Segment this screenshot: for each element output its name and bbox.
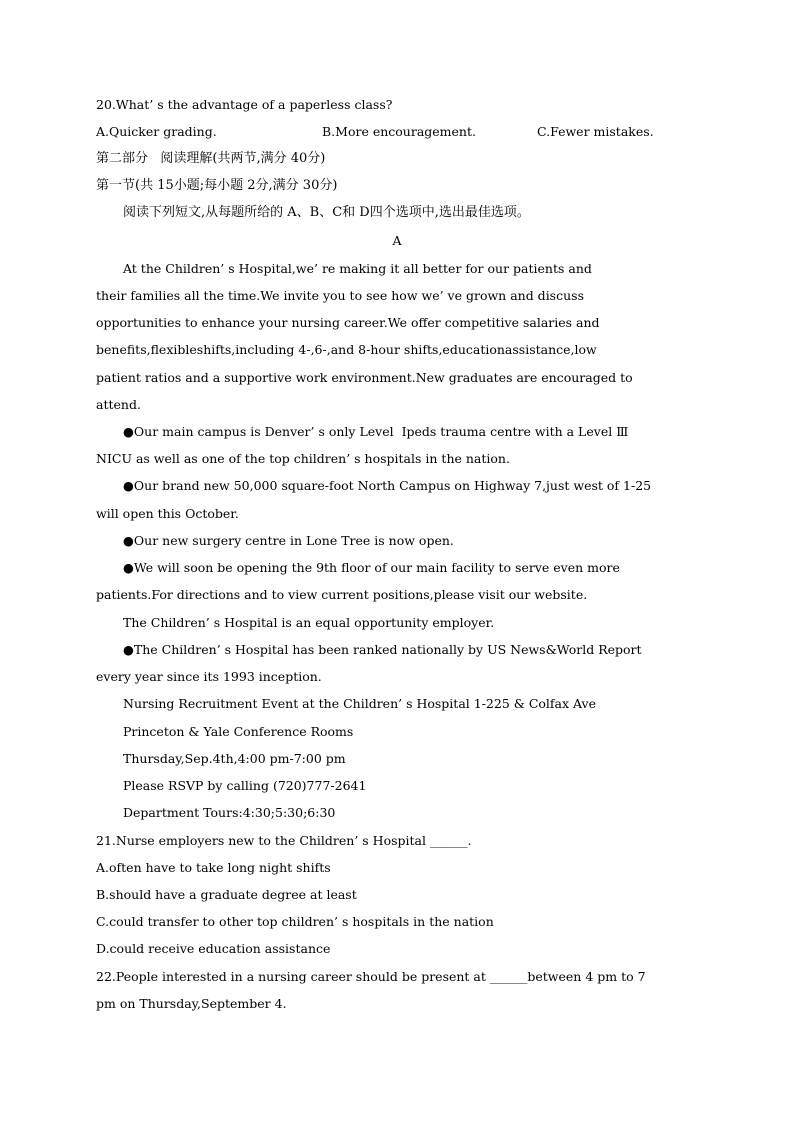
passage-text-line: their families all the time.We invite you to see how we’ ve grown and discuss xyxy=(96,288,584,303)
bullet-9th-floor-cont: patients.For directions and to view current positions,please visit our website. xyxy=(96,587,588,602)
question-21-option-a: A.often have to take long night shifts xyxy=(96,860,331,875)
bullet-north-campus: ●Our brand new 50,000 square-foot North Campus on Highway 7,just west of 1-25 xyxy=(123,478,652,493)
bullet-9th-floor: ●We will soon be opening the 9th floor of our main facility to serve even more xyxy=(123,560,620,575)
passage-label: A xyxy=(392,233,402,248)
event-title: Nursing Recruitment Event at the Children’ s Hospital 1-225 & Colfax Ave xyxy=(123,696,597,711)
section-1-heading: 第一节(共 15小题;每小题 2分,满分 30分) xyxy=(96,178,338,193)
passage-text-line: benefits,flexibleshifts,including 4-,6-,and 8-hour shifts,educationassistance,low xyxy=(96,342,597,357)
part-2-heading: 第二部分 阅读理解(共两节,满分 40分) xyxy=(96,151,326,166)
question-21-option-d: D.could receive education assistance xyxy=(96,941,331,956)
bullet-surgery-centre: ●Our new surgery centre in Lone Tree is now open. xyxy=(123,533,454,548)
event-tours: Department Tours:4:30;5:30;6:30 xyxy=(123,805,336,820)
question-21-option-b: B.should have a graduate degree at least xyxy=(96,887,357,902)
question-20-option-a: A.Quicker grading. xyxy=(96,124,217,139)
event-time: Thursday,Sep.4th,4:00 pm-7:00 pm xyxy=(123,751,346,766)
bullet-ranking-cont: every year since its 1993 inception. xyxy=(96,669,322,684)
equal-opportunity-line: The Children’ s Hospital is an equal opportunity employer. xyxy=(123,615,495,630)
bullet-main-campus: ●Our main campus is Denver’ s only Level Ⅰpeds trauma centre with a Level Ⅲ xyxy=(123,424,629,439)
passage-text-line: opportunities to enhance your nursing career.We offer competitive salaries and xyxy=(96,315,600,330)
question-21-stem: 21.Nurse employers new to the Children’ s Hospital ______. xyxy=(96,833,472,848)
question-22-stem-cont: pm on Thursday,September 4. xyxy=(96,996,287,1011)
event-location: Princeton & Yale Conference Rooms xyxy=(123,724,354,739)
event-rsvp: Please RSVP by calling (720)777-2641 xyxy=(123,778,367,793)
bullet-ranking: ●The Children’ s Hospital has been ranked nationally by US News&World Report xyxy=(123,642,642,657)
question-20-option-c: C.Fewer mistakes. xyxy=(537,124,654,139)
question-20-stem: 20.What’ s the advantage of a paperless class? xyxy=(96,97,393,112)
question-20-option-b: B.More encouragement. xyxy=(322,124,476,139)
question-21-option-c: C.could transfer to other top children’ s hospitals in the nation xyxy=(96,914,494,929)
question-22-stem: 22.People interested in a nursing career should be present at ______between 4 pm to 7 xyxy=(96,969,646,984)
bullet-main-campus-cont: NICU as well as one of the top children’ s hospitals in the nation. xyxy=(96,451,510,466)
reading-instruction: 阅读下列短文,从每题所给的 A、B、C和 D四个选项中,选出最佳选项。 xyxy=(123,205,530,220)
passage-text-line: At the Children’ s Hospital,we’ re making it all better for our patients and xyxy=(123,261,592,276)
bullet-north-campus-cont: will open this October. xyxy=(96,506,239,521)
passage-text-line: patient ratios and a supportive work environment.New graduates are encouraged to xyxy=(96,370,633,385)
passage-text-line: attend. xyxy=(96,397,141,412)
